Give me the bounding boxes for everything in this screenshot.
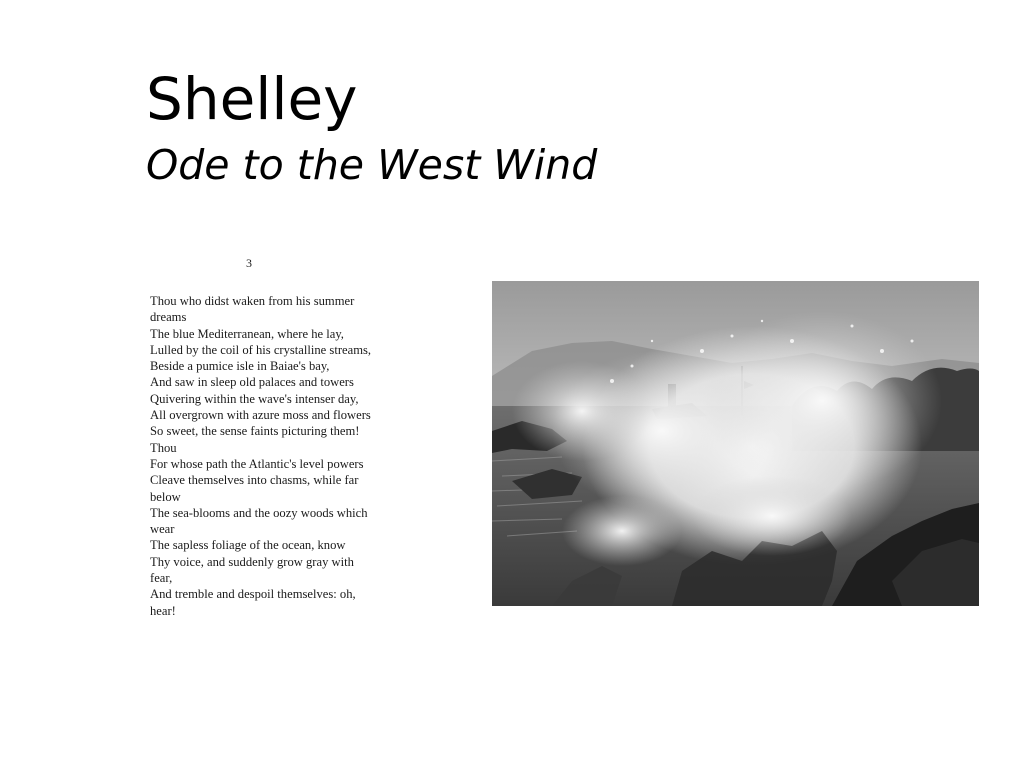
slide-title: Shelley (146, 65, 358, 133)
poem-line: fear, (150, 571, 173, 586)
poem-line: Cleave themselves into chasms, while far (150, 473, 359, 488)
poem-line: So sweet, the sense faints picturing them! (150, 424, 360, 439)
stormy-sea-photo-icon (492, 281, 979, 606)
slide-subtitle: Ode to the West Wind (146, 141, 598, 189)
poem-line: Lulled by the coil of his crystalline streams, (150, 342, 372, 357)
stanza-number: 3 (246, 256, 252, 270)
poem-text (150, 293, 412, 619)
stormy-sea-photo (492, 281, 979, 606)
poem-line: And saw in sleep old palaces and towers (150, 375, 354, 390)
poem-line: And tremble and despoil themselves: oh, (150, 587, 356, 602)
poem-line: below (150, 489, 181, 504)
poem-line: Beside a pumice isle in Baiae's bay, (150, 359, 330, 374)
poem-line: hear! (150, 603, 176, 618)
poem-line: dreams (150, 310, 187, 325)
poem-line: The blue Mediterranean, where he lay, (150, 326, 344, 341)
poem-line: All overgrown with azure moss and flowers (150, 408, 371, 423)
poem-line: Thou who didst waken from his summer (150, 294, 355, 308)
poem-line: wear (150, 522, 175, 537)
poem-line: Quivering within the wave's intenser day, (150, 391, 359, 406)
poem-line: The sapless foliage of the ocean, know (150, 538, 346, 553)
poem-line: Thou (150, 440, 177, 455)
poem-line: Thy voice, and suddenly grow gray with (150, 554, 354, 569)
poem-line: For whose path the Atlantic's level powers (150, 456, 364, 471)
poem-line: The sea-blooms and the oozy woods which (150, 505, 368, 520)
